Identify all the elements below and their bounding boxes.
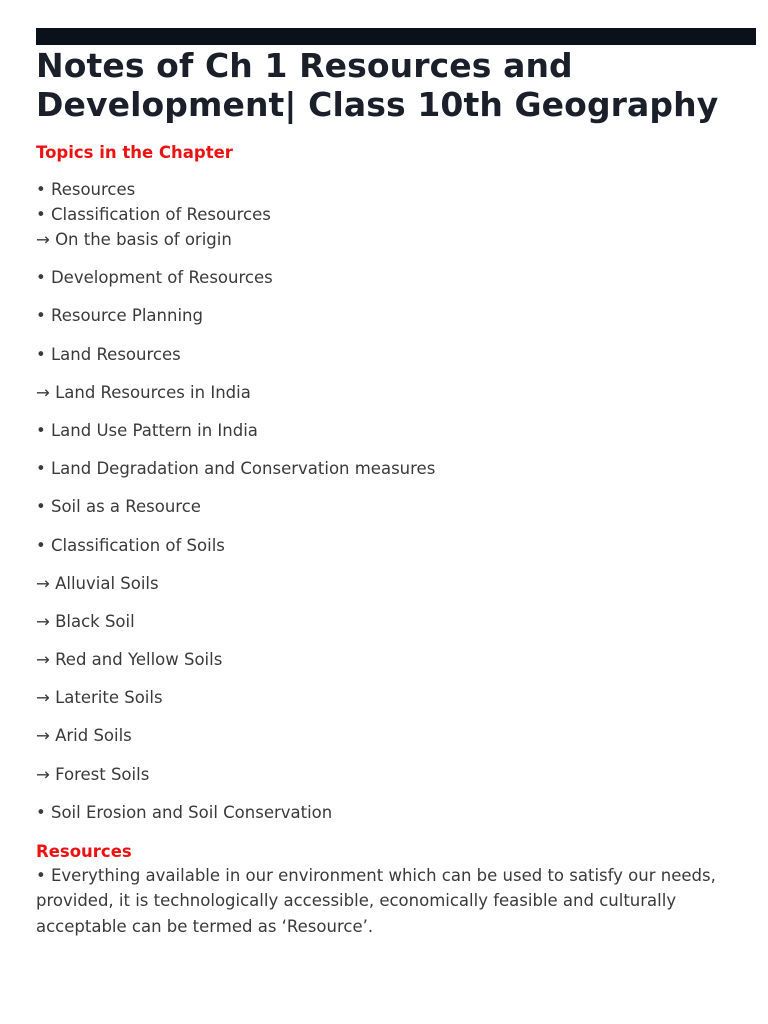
topic-item: • Classification of Resources: [36, 205, 271, 224]
topic-item: • Development of Resources: [36, 268, 273, 288]
topic-item: • Classification of Soils: [36, 535, 225, 555]
article: [36, 28, 756, 956]
page-title-line-1: Notes of Ch 1 Resources and: [36, 46, 573, 85]
topic-item: • Resource Planning: [36, 306, 203, 326]
page-title-line-2: Development| Class 10th Geography: [36, 85, 719, 124]
topic-item: • Resources: [36, 180, 136, 199]
topic-subitem: → Land Resources in India: [36, 382, 251, 402]
top-bar: [36, 28, 756, 45]
topic-item: • Land Degradation and Conservation measures: [36, 459, 436, 479]
topic-subitem: → Alluvial Soils: [36, 573, 159, 593]
topic-subitem: → Arid Soils: [36, 726, 132, 746]
topic-item: • Soil as a Resource: [36, 497, 201, 517]
topics-heading: Topics in the Chapter: [36, 143, 233, 162]
topic-subitem: → On the basis of origin: [36, 230, 232, 249]
resources-heading: Resources: [36, 841, 132, 861]
topic-subitem: → Laterite Soils: [36, 688, 163, 708]
topic-subitem: → Forest Soils: [36, 764, 150, 784]
topic-subitem: → Red and Yellow Soils: [36, 650, 223, 670]
resources-definition: • Everything available in our environment which can be used to satisfy our needs, provided, it is technologically accessible, economically feasible and culturally acceptable can be termed as ‘Resource’.: [36, 865, 716, 936]
topic-list: [36, 179, 756, 824]
topic-item: • Land Use Pattern in India: [36, 420, 258, 440]
topic-item: • Soil Erosion and Soil Conservation: [36, 802, 333, 822]
topic-item: • Land Resources: [36, 344, 181, 364]
page-title: [36, 46, 756, 124]
topic-subitem: → Black Soil: [36, 611, 135, 631]
